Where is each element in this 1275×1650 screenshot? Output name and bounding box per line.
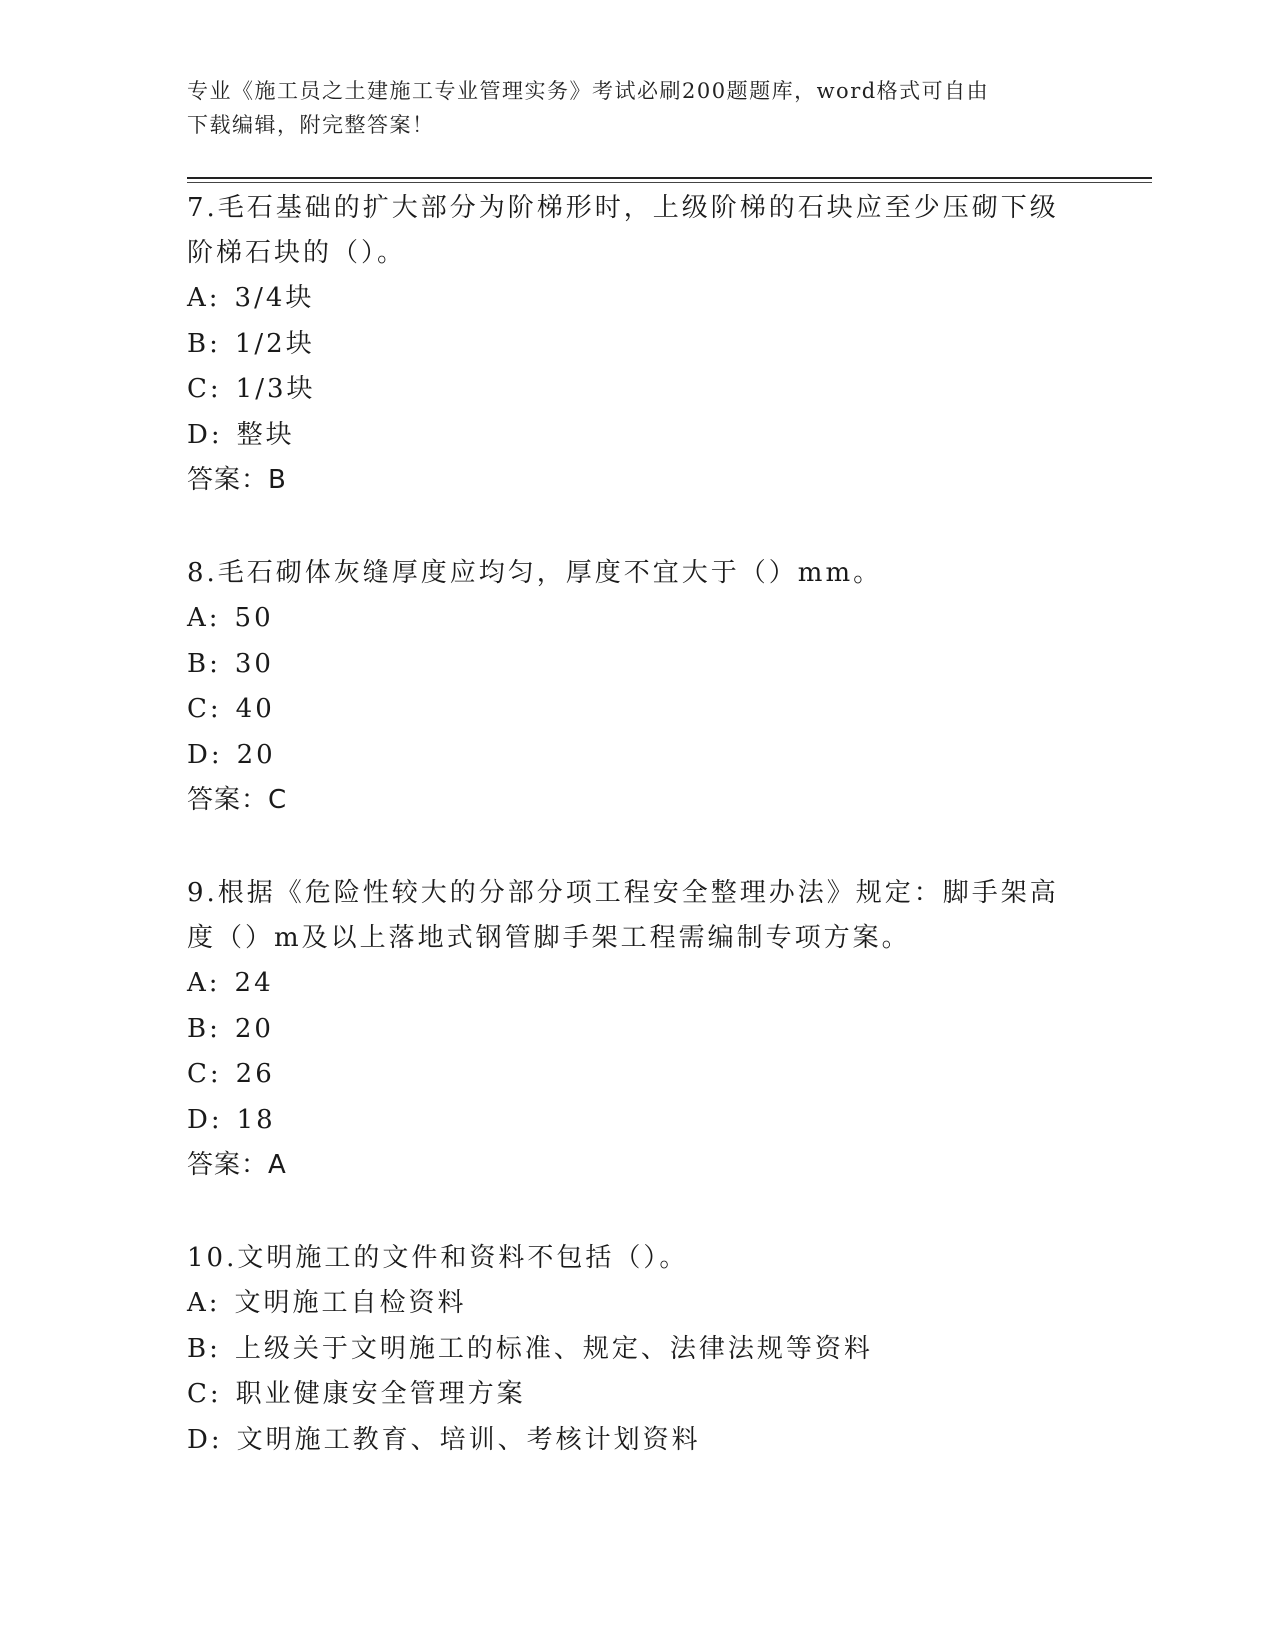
option-key: D: bbox=[187, 1104, 223, 1135]
option-a bbox=[187, 596, 1067, 642]
header-line-2: 下载编辑，附完整答案！ bbox=[187, 113, 435, 137]
option-a bbox=[187, 961, 1067, 1007]
option-text: 上级关于文明施工的标准、规定、法律法规等资料 bbox=[234, 1333, 873, 1364]
option-key: B: bbox=[187, 328, 221, 359]
question-stem-line-1: 7.毛石基础的扩大部分为阶梯形时，上级阶梯的石块应至少压砌下级 bbox=[187, 193, 1059, 223]
option-key: A: bbox=[187, 603, 221, 633]
question-stem: 8.毛石砌体灰缝厚度应均匀，厚度不宜大于（）mm。 bbox=[187, 558, 883, 588]
option-b bbox=[187, 322, 1067, 368]
option-c bbox=[187, 1052, 1067, 1098]
option-text: 40 bbox=[235, 694, 275, 724]
option-text: 职业健康安全管理方案 bbox=[235, 1379, 526, 1409]
option-key: C: bbox=[187, 374, 222, 404]
question-10 bbox=[187, 1236, 1067, 1463]
question-list bbox=[187, 186, 1067, 1512]
question-stem-line-1: 9.根据《危险性较大的分部分项工程安全整理办法》规定：脚手架高 bbox=[187, 878, 1059, 908]
option-key: D: bbox=[187, 739, 223, 770]
header-divider-thin bbox=[187, 182, 1152, 183]
question-7 bbox=[187, 186, 1067, 502]
option-b bbox=[187, 1007, 1067, 1053]
option-key: B: bbox=[187, 1333, 221, 1364]
option-text: 3/4块 bbox=[234, 283, 315, 313]
option-text: 整块 bbox=[236, 419, 295, 450]
option-key: C: bbox=[187, 1059, 222, 1089]
option-text: 20 bbox=[234, 1013, 274, 1044]
question-stem bbox=[187, 186, 1067, 276]
option-key: B: bbox=[187, 1013, 221, 1044]
option-key: A: bbox=[187, 968, 221, 998]
option-text: 文明施工自检资料 bbox=[234, 1288, 467, 1318]
option-text: 24 bbox=[234, 968, 274, 998]
header-divider-thick bbox=[187, 177, 1152, 179]
option-d bbox=[187, 413, 1067, 459]
question-stem: 10.文明施工的文件和资料不包括（）。 bbox=[187, 1243, 689, 1273]
option-d bbox=[187, 1098, 1067, 1144]
document-header bbox=[187, 74, 1067, 142]
option-text: 50 bbox=[234, 603, 274, 633]
question-9 bbox=[187, 871, 1067, 1187]
option-key: C: bbox=[187, 1379, 222, 1409]
answer-label: 答案：C bbox=[187, 785, 288, 815]
option-key: A: bbox=[187, 1288, 221, 1318]
option-text: 18 bbox=[236, 1104, 276, 1135]
option-key: D: bbox=[187, 1424, 223, 1455]
option-key: B: bbox=[187, 648, 221, 679]
option-text: 文明施工教育、培训、考核计划资料 bbox=[236, 1424, 701, 1455]
option-c bbox=[187, 687, 1067, 733]
option-c bbox=[187, 367, 1067, 413]
option-key: C: bbox=[187, 694, 222, 724]
answer-label: 答案：A bbox=[187, 1150, 287, 1180]
option-text: 20 bbox=[236, 739, 276, 770]
option-c bbox=[187, 1372, 1067, 1418]
answer-label: 答案：B bbox=[187, 465, 287, 495]
option-d bbox=[187, 1418, 1067, 1464]
option-d bbox=[187, 733, 1067, 779]
option-a bbox=[187, 276, 1067, 322]
header-line-1: 专业《施工员之土建施工专业管理实务》考试必刷200题题库，word格式可自由 bbox=[187, 79, 990, 103]
option-a bbox=[187, 1281, 1067, 1327]
question-stem-line-2: 度（）m及以上落地式钢管脚手架工程需编制专项方案。 bbox=[187, 923, 911, 953]
option-text: 1/2块 bbox=[234, 328, 315, 359]
option-key: D: bbox=[187, 419, 223, 450]
question-8 bbox=[187, 551, 1067, 822]
question-stem-line-2: 阶梯石块的（）。 bbox=[187, 238, 407, 268]
option-text: 30 bbox=[234, 648, 274, 679]
option-text: 26 bbox=[235, 1059, 275, 1089]
option-key: A: bbox=[187, 283, 221, 313]
question-stem bbox=[187, 871, 1067, 961]
option-b bbox=[187, 642, 1067, 688]
option-text: 1/3块 bbox=[235, 374, 316, 404]
option-b bbox=[187, 1327, 1067, 1373]
